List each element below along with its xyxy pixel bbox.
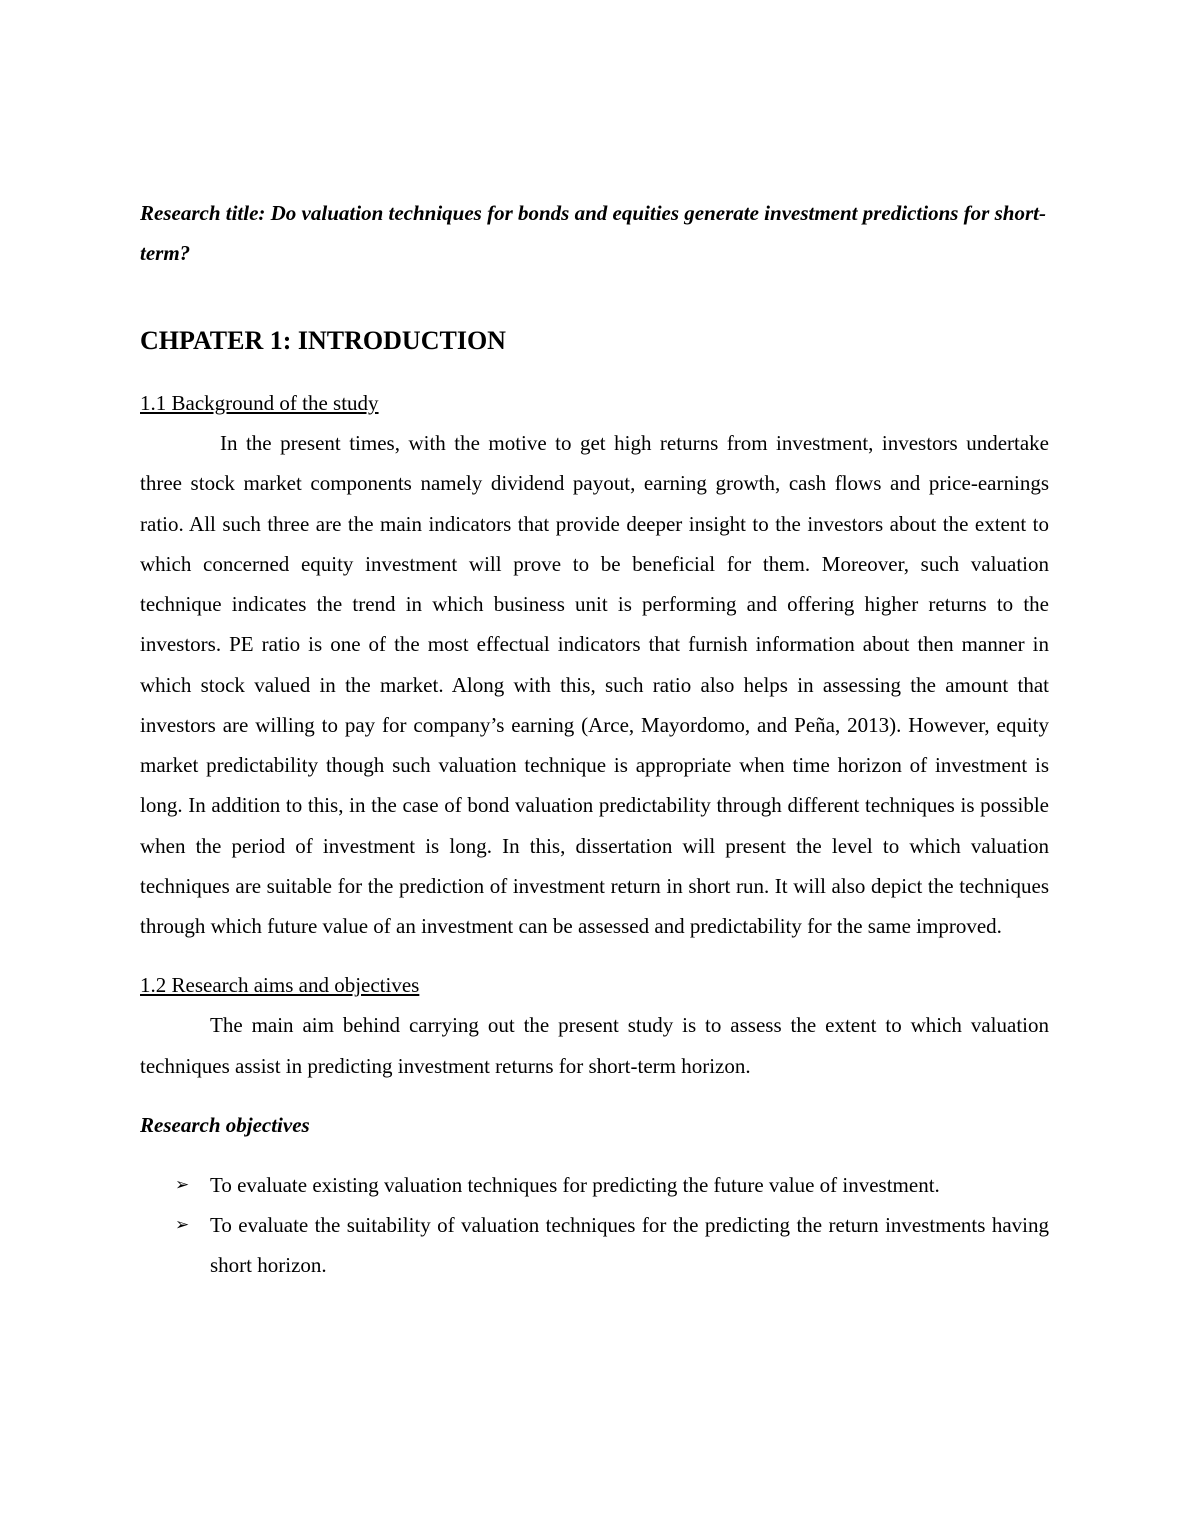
section-heading-background: 1.1 Background of the study — [140, 391, 379, 415]
background-paragraph: In the present times, with the motive to get high returns from investment, investors undertake three stock market components namely dividend payout, earning growth, cash flows and price-earnings ratio. All such three are the main indicators that provide deeper insight to the investors about the extent to which concerned equity investment will prove to be beneficial for them. Moreover, such valuation technique indicates the trend in which business unit is performing and offering higher returns to the investors. PE ratio is one of the most effectual indicators that furnish information about then manner in which stock valued in the market. Along with this, such ratio also helps in assessing the amount that investors are willing to pay for company’s earning (Arce, Mayordomo, and Peña, 2013). However, equity market predictability though such valuation technique is appropriate when time horizon of investment is long. In addition to this, in the case of bond valuation predictability through different techniques is possible when the period of investment is long. In this, dissertation will present the level to which valuation techniques are suitable for the prediction of investment return in short run. It will also depict the techniques through which future value of an investment can be assessed and predictability for the same improved. — [140, 431, 1049, 938]
research-title: Research title: Do valuation techniques for bonds and equities generate investment predictions for short-term? — [140, 201, 1046, 265]
chapter-heading: CHPATER 1: INTRODUCTION — [140, 326, 506, 355]
objectives-list — [140, 1165, 1049, 1286]
objective-item — [140, 1205, 1049, 1286]
objective-text: To evaluate the suitability of valuation techniques for the predicting the return investments having short horizon. — [210, 1213, 1049, 1278]
objective-item — [140, 1165, 1049, 1205]
document-page — [140, 193, 1049, 1286]
arrow-bullet-icon: ➢ — [175, 1174, 190, 1195]
aims-paragraph: The main aim behind carrying out the present study is to assess the extent to which valuation techniques assist in predicting investment returns for short-term horizon. — [140, 1013, 1049, 1078]
objective-text: To evaluate existing valuation techniques for predicting the future value of investment. — [210, 1172, 940, 1197]
section-heading-aims: 1.2 Research aims and objectives — [140, 973, 420, 998]
research-objectives-heading: Research objectives — [140, 1112, 310, 1137]
arrow-bullet-icon: ➢ — [175, 1215, 190, 1235]
